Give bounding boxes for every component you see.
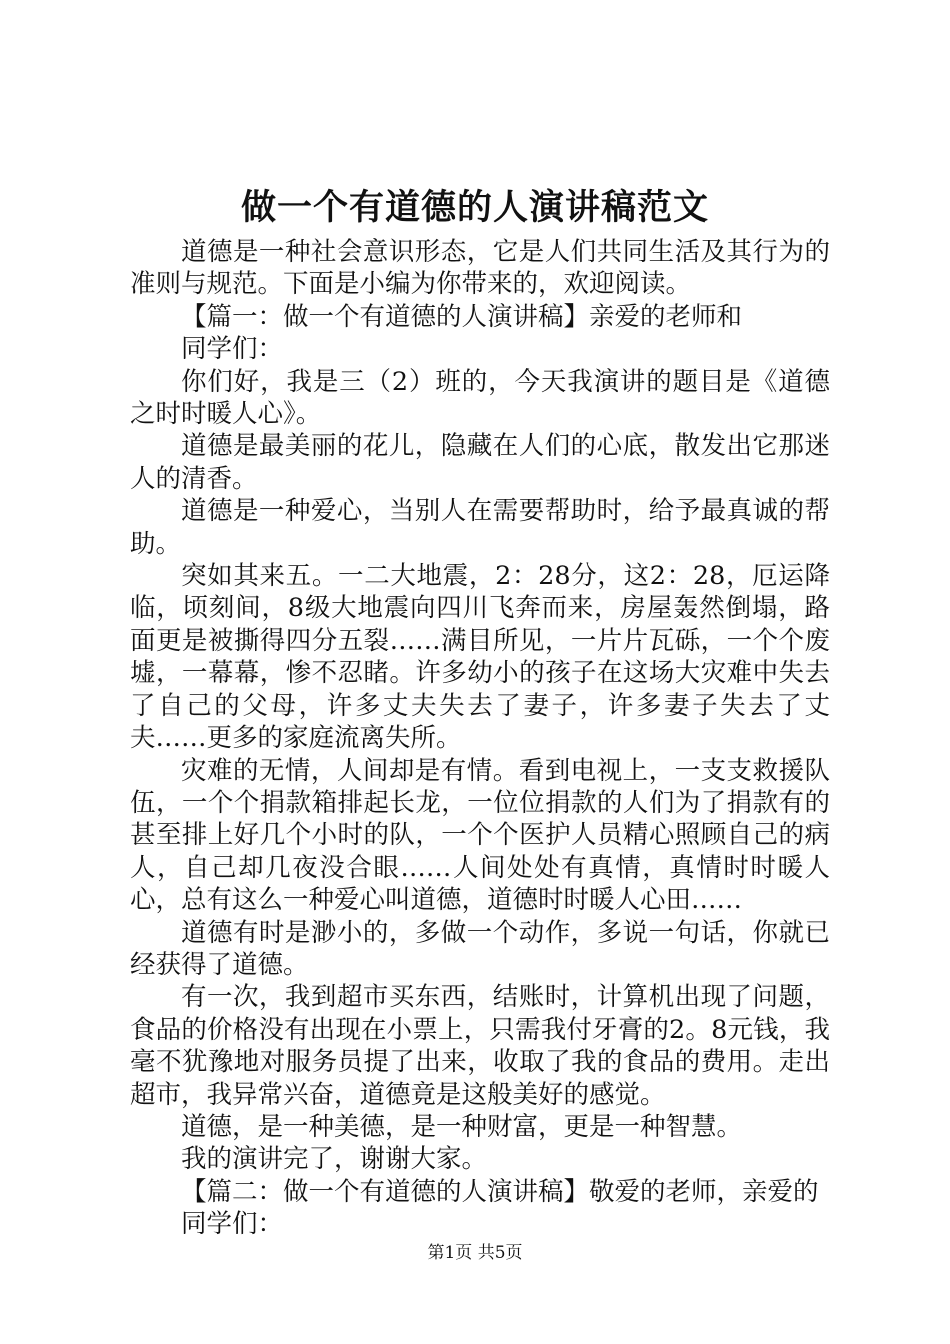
paragraph: 道德是一种爱心，当别人在需要帮助时，给予最真诚的帮助。 xyxy=(130,496,830,559)
paragraph-section-two-heading: 【篇二：做一个有道德的人演讲稿】敬爱的老师，亲爱的 xyxy=(181,1176,819,1207)
paragraph: 道德有时是渺小的，多做一个动作，多说一句话，你就已经获得了道德。 xyxy=(130,917,830,980)
paragraph-greeting: 同学们： xyxy=(181,334,284,365)
paragraph: 有一次，我到超市买东西，结账时，计算机出现了问题，食品的价格没有出现在小票上，只需我付牙膏的2。8元钱，我毫不犹豫地对服务员提了出来，收取了我的食品的费用。走出超市，我异常兴奋，道德竟是这般美好的感觉。 xyxy=(130,982,830,1110)
paragraph-opening: 你们好，我是三（2）班的，今天我演讲的题目是《道德之时时暖人心》。 xyxy=(130,366,830,430)
paragraph: 道德是最美丽的花儿，隐藏在人们的心底，散发出它那迷人的清香。 xyxy=(130,431,830,494)
paragraph: 灾难的无情，人间却是有情。看到电视上，一支支救援队伍，一个个捐款箱排起长龙，一位位捐款的人们为了捐款有的甚至排上好几个小时的队，一个个医护人员精心照顾自己的病人，自己却几夜没合眼……人间处处有真情，真情时时暖人心，总有这么一种爱心叫道德，道德时时暖人心田…… xyxy=(130,755,830,916)
paragraph: 道德，是一种美德，是一种财富，更是一种智慧。 xyxy=(181,1111,743,1142)
page-footer: 第1页 共5页 xyxy=(427,1243,523,1263)
document-body xyxy=(130,236,830,1241)
paragraph-intro: 道德是一种社会意识形态，它是人们共同生活及其行为的准则与规范。下面是小编为你带来的，欢迎阅读。 xyxy=(130,237,830,300)
document-title: 做一个有道德的人演讲稿范文 xyxy=(240,187,709,228)
paragraph-section-one-heading: 【篇一：做一个有道德的人演讲稿】亲爱的老师和 xyxy=(181,301,743,332)
paragraph-greeting: 同学们： xyxy=(181,1209,284,1240)
paragraph: 突如其来五。一二大地震，2：28分，这2：28，厄运降临，顷刻间，8级大地震向四川飞奔而来，房屋轰然倒塌，路面更是被撕得四分五裂……满目所见，一片片瓦砾，一个个废墟，一幕幕，惨不忍睹。许多幼小的孩子在这场大灾难中失去了自己的父母，许多丈夫失去了妻子，许多妻子失去了丈夫……更多的家庭流离失所。 xyxy=(130,561,830,754)
paragraph-closing: 我的演讲完了，谢谢大家。 xyxy=(181,1144,488,1175)
